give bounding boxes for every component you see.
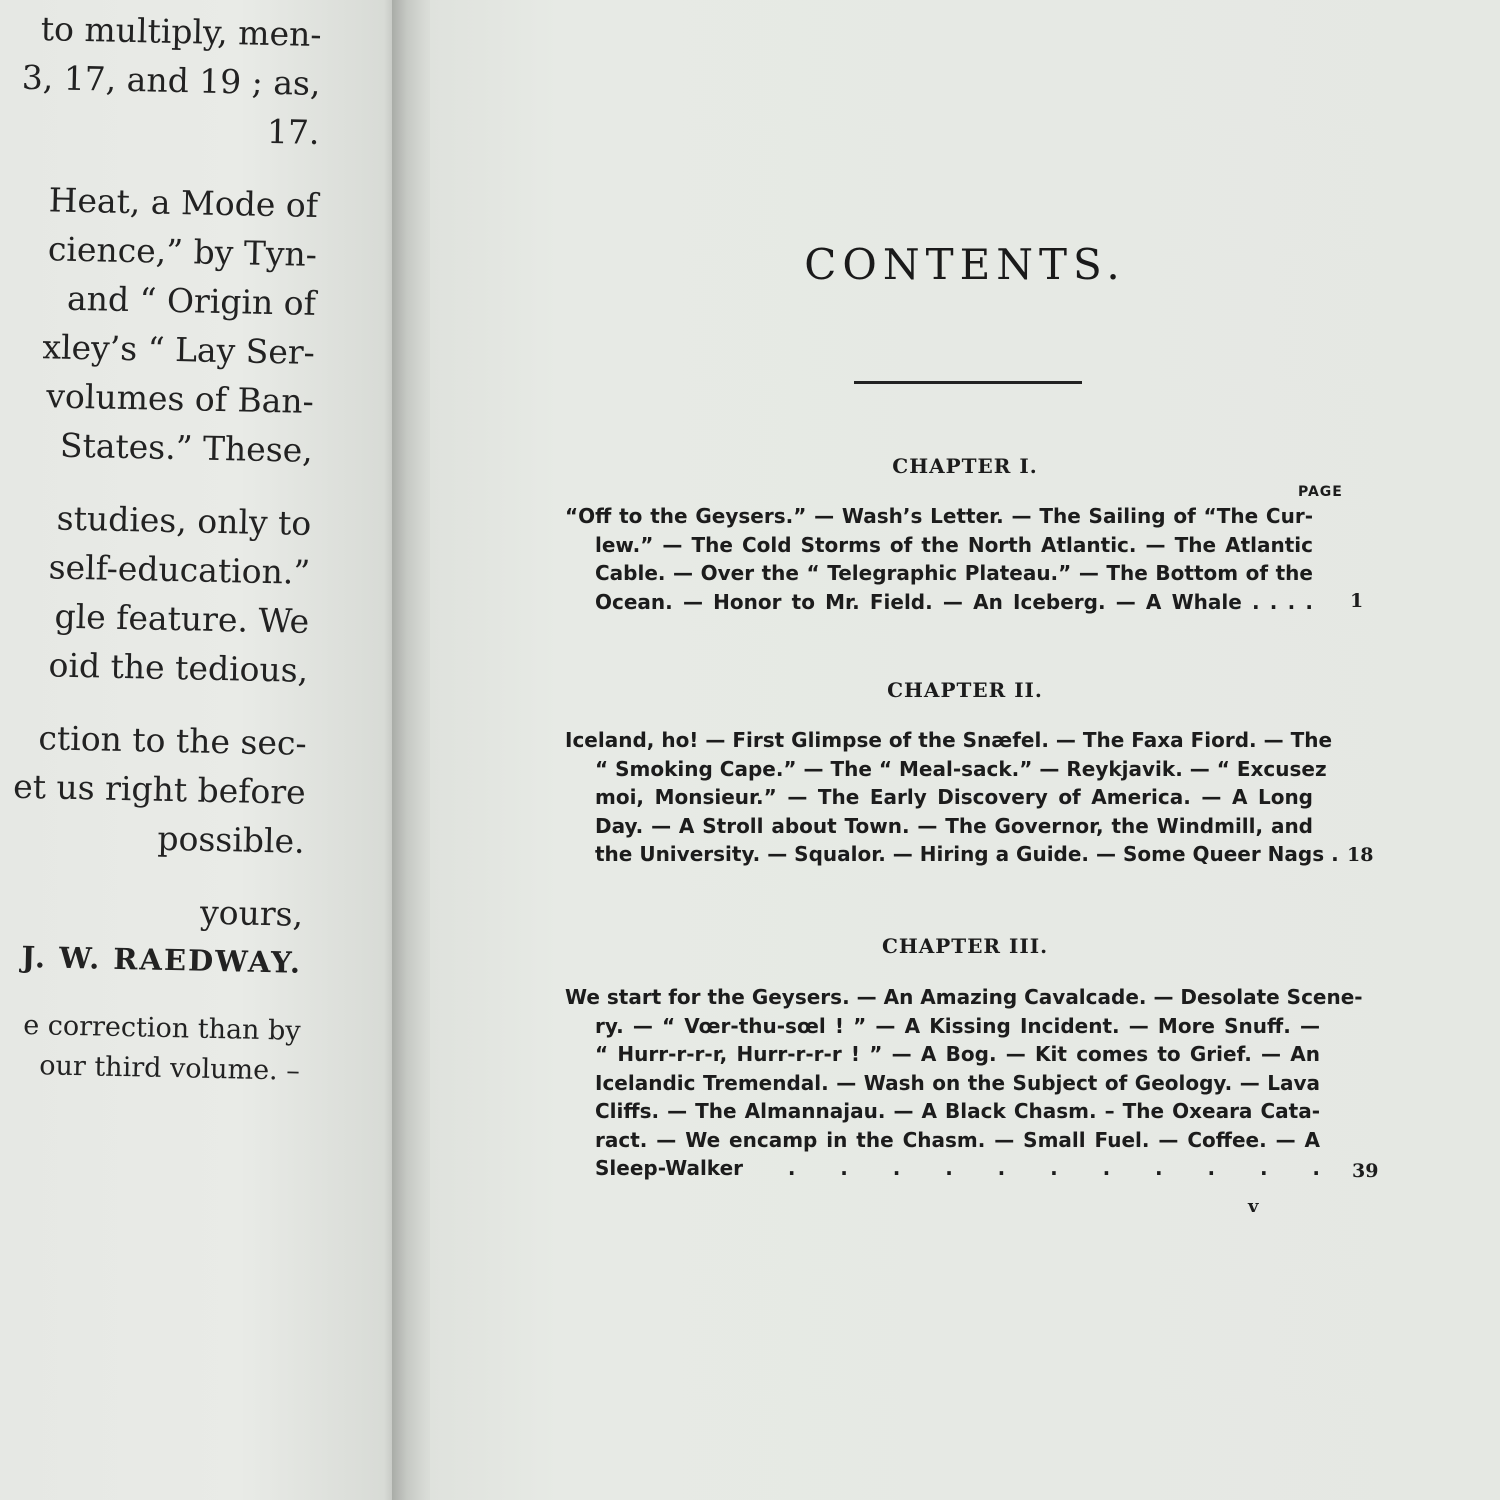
footnote-line: e correction than by — [22, 1009, 301, 1047]
entry-line: We start for the Geysers. — An Amazing Cavalcade. — Desolate Scene- — [565, 985, 1363, 1009]
title-rule — [854, 381, 1082, 384]
page-number: 18 — [1347, 844, 1374, 866]
chapter-entry — [565, 726, 1339, 869]
chapter-entry — [565, 502, 1313, 616]
left-line: to multiply, men- — [40, 9, 322, 54]
entry-line: the University. — Squalor. — Hiring a Guide. — Some Queer Nags . — [595, 842, 1339, 866]
entry-line: Cliffs. — The Almannajau. — A Black Chasm. – The Oxeara Cata- — [595, 1099, 1320, 1123]
left-line: Heat, a Mode of — [48, 180, 319, 225]
left-line: volumes of Ban- — [45, 376, 315, 421]
left-line: oid the tedious, — [48, 645, 309, 690]
left-line: and “ Origin of — [66, 278, 317, 323]
left-line: self-education.” — [48, 547, 311, 592]
left-line: States.” These, — [59, 425, 314, 470]
page-column-label: PAGE — [1298, 484, 1343, 500]
left-line: cience,” by Tyn- — [47, 229, 318, 274]
chapter-heading: CHAPTER III. — [881, 934, 1049, 958]
chapter-heading: CHAPTER II. — [887, 678, 1043, 702]
left-page-text — [0, 1, 322, 1092]
left-line: studies, only to — [56, 498, 312, 543]
entry-line: moi, Monsieur.” — The Early Discovery of America. — A Long — [595, 785, 1313, 809]
entry-line: “Off to the Geysers.” — Wash’s Letter. — The Sailing of “The Cur- — [565, 504, 1313, 528]
left-line: ction to the sec- — [38, 718, 308, 763]
chapter-entry — [565, 983, 1363, 1183]
chapter-heading: CHAPTER I. — [892, 454, 1038, 478]
left-line: 17. — [266, 111, 320, 152]
page-number: 1 — [1350, 590, 1364, 612]
contents-section — [565, 240, 1375, 384]
entry-line: Cable. — Over the “ Telegraphic Plateau.” — The Bottom of the — [595, 561, 1313, 585]
left-line: gle feature. We — [54, 596, 310, 641]
left-line: yours, — [199, 892, 304, 934]
entry-line: “ Hurr-r-r-r, Hurr-r-r-r ! ” — A Bog. — Kit comes to Grief. — An — [595, 1042, 1320, 1066]
contents-title: CONTENTS. — [804, 240, 1126, 289]
left-line: 3, 17, and 19 ; as, — [21, 57, 321, 103]
entry-line: Ocean. — Honor to Mr. Field. — An Iceberg. — A Whale . . . . — [595, 589, 1313, 614]
entry-line: Sleep-Walker . . . . . . . . . . . — [595, 1156, 1320, 1180]
left-line: et us right before — [12, 766, 307, 812]
left-line: possible. — [157, 818, 305, 861]
entry-line: ract. — We encamp in the Chasm. — Small Fuel. — Coffee. — A — [595, 1127, 1320, 1152]
entry-line: lew.” — The Cold Storms of the North Atlantic. — The Atlantic — [595, 532, 1313, 557]
signature: J. W. RAEDWAY. — [21, 939, 303, 980]
entry-line: Iceland, ho! — First Glimpse of the Snæfel. — The Faxa Fiord. — The — [565, 728, 1333, 752]
entry-line: “ Smoking Cape.” — The “ Meal-sack.” — Reykjavik. — “ Excusez — [595, 756, 1327, 781]
folio-number: v — [1248, 1196, 1259, 1217]
footnote-line: our third volume. – — [38, 1050, 301, 1087]
left-line: xley’s “ Lay Ser- — [42, 327, 316, 372]
page-number: 39 — [1352, 1160, 1379, 1182]
entry-line: Day. — A Stroll about Town. — The Governor, the Windmill, and — [595, 813, 1313, 838]
entry-line: Icelandic Tremendal. — Wash on the Subject of Geology. — Lava — [595, 1070, 1320, 1095]
entry-line: ry. — “ Vœr-thu-sœl ! ” — A Kissing Incident. — More Snuff. — — [595, 1013, 1320, 1038]
left-page — [0, 0, 400, 1500]
